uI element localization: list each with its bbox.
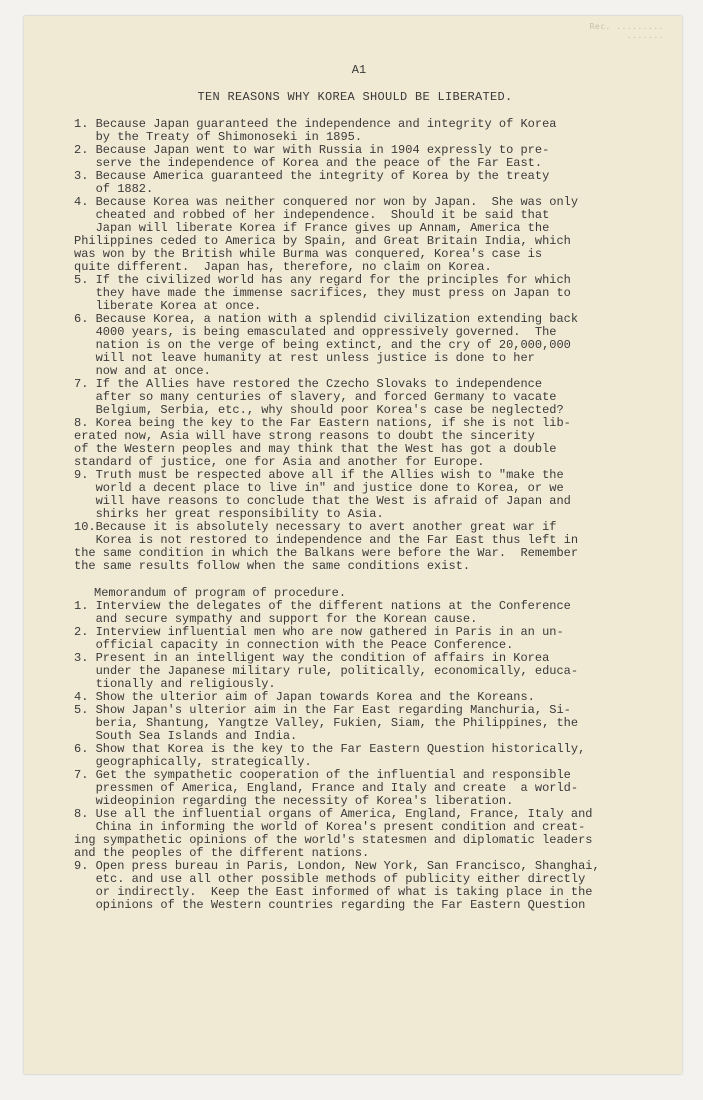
reason-item-line: Japan will liberate Korea if France gives up Annam, America the <box>74 221 550 235</box>
memo-item-line: 8. Use all the influential organs of America, England, France, Italy and <box>74 807 593 821</box>
reason-item-line: 9. Truth must be respected above all if the Allies wish to "make the <box>74 468 564 482</box>
reason-item-line: will not leave humanity at rest unless justice is done to her <box>74 351 535 365</box>
reason-item <box>74 378 664 417</box>
reason-item-line: 8. Korea being the key to the Far Eastern nations, if she is not lib- <box>74 416 571 430</box>
reason-item <box>74 170 664 196</box>
reason-item-line: they have made the immense sacrifices, they must press on Japan to <box>74 286 571 300</box>
reason-item-line: was won by the British while Burma was conquered, Korea's case is <box>74 247 543 261</box>
memo-item-line: 7. Get the sympathetic cooperation of the influential and responsible <box>74 768 571 782</box>
reason-item-line: 6. Because Korea, a nation with a splendid civilization extending back <box>74 312 579 326</box>
reason-item-line: world a decent place to live in" and justice done to Korea, or we <box>74 481 564 495</box>
reason-item-line: after so many centuries of slavery, and forced Germany to vacate <box>74 390 557 404</box>
reason-item <box>74 144 664 170</box>
reason-item-line: liberate Korea at once. <box>74 299 262 313</box>
memo-item <box>74 860 664 912</box>
memo-item-line: South Sea Islands and India. <box>74 729 298 743</box>
page-id: A1 <box>351 63 367 77</box>
reason-item <box>74 274 664 313</box>
reason-item-line: the same condition in which the Balkans were before the War. Remember <box>74 546 579 560</box>
reason-item-line: will have reasons to conclude that the West is afraid of Japan and <box>74 494 571 508</box>
corner-stamp <box>590 22 664 40</box>
memo-item-line: 2. Interview influential men who are now gathered in Paris in an un- <box>74 625 564 639</box>
reason-item-line: 3. Because America guaranteed the integrity of Korea by the treaty <box>74 169 550 183</box>
memo-item-line: geographically, strategically. <box>74 755 312 769</box>
document-body <box>74 64 664 912</box>
corner-stamp-line: ....... <box>626 31 664 40</box>
memo-item-line: 4. Show the ulterior aim of Japan towards Korea and the Koreans. <box>74 690 535 704</box>
reason-item-line: 10.Because it is absolutely necessary to avert another great war if <box>74 520 557 534</box>
memorandum-title: Memorandum of program of procedure. <box>94 586 347 600</box>
reason-item-line: of 1882. <box>74 182 154 196</box>
memo-item-line: 6. Show that Korea is the key to the Far Eastern Question historically, <box>74 742 586 756</box>
memo-item <box>74 626 664 652</box>
reason-item-line: now and at once. <box>74 364 211 378</box>
memo-item-line: opinions of the Western countries regarding the Far Eastern Question <box>74 898 586 912</box>
reason-item-line: 4. Because Korea was neither conquered nor won by Japan. She was only <box>74 195 579 209</box>
memo-item-line: or indirectly. Keep the East informed of what is taking place in the <box>74 885 593 899</box>
reason-item <box>74 196 664 274</box>
reason-item-line: serve the independence of Korea and the peace of the Far East. <box>74 156 543 170</box>
memorandum-section <box>74 587 664 912</box>
memo-item-line: under the Japanese military rule, politically, economically, educa- <box>74 664 579 678</box>
reason-item-line: Belgium, Serbia, etc., why should poor Korea's case be neglected? <box>74 403 564 417</box>
reason-item-line: shirks her great responsibility to Asia. <box>74 507 384 521</box>
reason-item-line: Korea is not restored to independence and the Far East thus left in <box>74 533 579 547</box>
memo-item-line: pressmen of America, England, France and Italy and create a world- <box>74 781 579 795</box>
memo-item <box>74 600 664 626</box>
memo-item-line: etc. and use all other possible methods of publicity either directly <box>74 872 586 886</box>
memo-item-line: tionally and religiously. <box>74 677 276 691</box>
document-page <box>24 16 682 1074</box>
memo-item-line: 1. Interview the delegates of the different nations at the Conference <box>74 599 571 613</box>
reason-item-line: Philippines ceded to America by Spain, and Great Britain India, which <box>74 234 571 248</box>
memo-item-line: wideopinion regarding the necessity of Korea's liberation. <box>74 794 514 808</box>
reason-item-line: the same results follow when the same conditions exist. <box>74 559 471 573</box>
reason-item-line: by the Treaty of Shimonoseki in 1895. <box>74 130 363 144</box>
reason-item-line: 7. If the Allies have restored the Czecho Slovaks to independence <box>74 377 543 391</box>
memo-item-line: 5. Show Japan's ulterior aim in the Far East regarding Manchuria, Si- <box>74 703 571 717</box>
memo-item-line: beria, Shantung, Yangtze Valley, Fukien, Siam, the Philippines, the <box>74 716 579 730</box>
reason-item <box>74 417 664 469</box>
reason-item <box>74 313 664 378</box>
memo-item-line: official capacity in connection with the Peace Conference. <box>74 638 514 652</box>
reasons-list <box>74 118 664 573</box>
reason-item-line: 5. If the civilized world has any regard for the principles for which <box>74 273 571 287</box>
memo-item <box>74 704 664 743</box>
memo-item <box>74 808 664 860</box>
reason-item-line: standard of justice, one for Asia and another for Europe. <box>74 455 485 469</box>
memo-item-line: 9. Open press bureau in Paris, London, New York, San Francisco, Shanghai, <box>74 859 600 873</box>
memo-item-line: ing sympathetic opinions of the world's statesmen and diplomatic leaders <box>74 833 593 847</box>
reason-item <box>74 469 664 521</box>
reason-item <box>74 521 664 573</box>
reason-item-line: cheated and robbed of her independence. Should it be said that <box>74 208 550 222</box>
memo-item-line: 3. Present in an intelligent way the condition of affairs in Korea <box>74 651 550 665</box>
corner-stamp-line: Rec. ......... <box>589 22 664 31</box>
memo-item-line: and the peoples of the different nations. <box>74 846 370 860</box>
memo-item-line: China in informing the world of Korea's present condition and creat- <box>74 820 586 834</box>
reason-item-line: 1. Because Japan guaranteed the independence and integrity of Korea <box>74 117 557 131</box>
reason-item-line: quite different. Japan has, therefore, no claim on Korea. <box>74 260 492 274</box>
reason-item-line: 2. Because Japan went to war with Russia in 1904 expressly to pre- <box>74 143 550 157</box>
memorandum-list <box>74 600 664 912</box>
reason-item-line: erated now, Asia will have strong reasons to doubt the sincerity <box>74 429 535 443</box>
reason-item-line: of the Western peoples and may think that the West has got a double <box>74 442 557 456</box>
memo-item <box>74 769 664 808</box>
reason-item-line: nation is on the verge of being extinct, and the cry of 20,000,000 <box>74 338 571 352</box>
memo-item <box>74 652 664 691</box>
document-title: TEN REASONS WHY KOREA SHOULD BE LIBERATED. <box>197 90 513 104</box>
reason-item <box>74 118 664 144</box>
memo-item-line: and secure sympathy and support for the Korean cause. <box>74 612 478 626</box>
reason-item-line: 4000 years, is being emasculated and oppressively governed. The <box>74 325 557 339</box>
memo-item <box>74 743 664 769</box>
